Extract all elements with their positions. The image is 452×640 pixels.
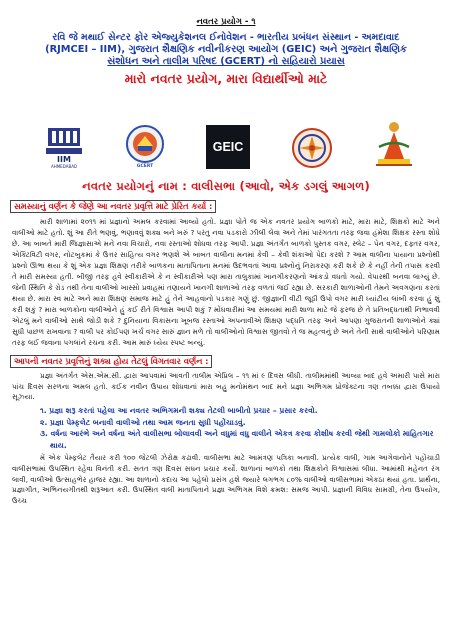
section2-note: મેં એક પેમ્ફલેટ તૈયાર કરી ૧૦૦ જેટલી ઝેરોક્ષ કઢાવી. વાલીસભા માટે આમંત્રણ પત્રિકા બનાવી. પ્રત્યેક વાલી, ગામ આગેવાનોને પહોંચાડી વાલીસભામાં ઉપસ્થિત રહેવા વિનંતી કરી. સતત ત્રણ દિવસ સઘન પ્રચાર કર્યો. શાળાનાં બાળકો તથા શિક્ષકોને વિશ્વાસમાં લીધા. આમાંથી મહેનત રંગ લાવી, વાલીઓ ઉત્સાહભેર હાજર રહ્યા. આ શાળાનો કદાચ આ પહેલો પ્રસંગ હશે જ્યારે લગભગ ૮૦% વાલીઓ વાલીસભામાં એકઠા થયાં હતા. પ્રાર્થના, પ્રજ્ઞાગીત, અભિનયગીતથી શરૂઆત કરી. ઉપસ્થિત વાલી માતાપિતાને પ્રજ્ઞા અભિગમ વિશે ક્રમશ: સમજ આપી. પ્રજ્ઞાની વિવિધ સામગ્રી, તેના ઉપયોગ, ઉચ્ચ <box>12 452 440 506</box>
document-top-title: નવતર પ્રયોગ - ૧ <box>196 17 256 27</box>
state-emblem-icon <box>289 127 335 169</box>
saraswati-figure-icon <box>374 119 414 169</box>
section1-body: મારી શાળામાં ૨૦૧૧ માં પ્રજ્ઞાનો અમલ કરવામાં આવ્યો હતો. પ્રજ્ઞા પોતે જ એક નવતર પ્રયોગ બાળકો માટે, મારા માટે, શિક્ષકો માટે અને વાલીઓ માટે હતો. શું આ રીતે ભણવું, ભણાવવું શક્ય બને ખરું ? પરંતુ નવા પડકારો ઝીલી લેવા અને તેમાં પારંગતતા તરફ જવા હંમેશા શિક્ષક રસ્તા શોધે છે. આ બાબતે મારી જિજ્ઞાસાએ મને નવા વિચારો, નવા રસ્તાઓ શોધવા તરફ આપી. પ્રજ્ઞા અંતર્ગત બાળકો પુસ્તક વગર, સ્લેટ – પેન વગર, દફ્તર વગર, એક્ટિવિટી વગર, નોટબુકમાં કે ઉત્તર સાહિત્ય વગર ભણશે એ બાબત વાલીના મનમાં કેવી – કેવી શંકાઓ પેદા કરશે ? આમ વાલીના પાયાના પ્રશ્નોથી પ્રશ્નો ઊભા થયા કે શું એક પ્રજ્ઞા શિક્ષણ તરીકે બાળકના માતાપિતાના મનમાં ઉદભવતાં આવા પ્રશ્નોનું નિરાકરણ કરી શકે છે કે નહીં તેની તપાસ કરવી તે મારી સમસ્યા હતી. બીજી તરફ હવે સ્વીકારીએ કે ન સ્વીકારીએ પણ મારા તાલુકામાં ખાનગીકરણનો આંકડો વધતો ગયો. વેપારથી બનવા લાગ્યું છે. જેની સ્થિતિ કે ગ્રેડ તથી તેના વાલીઓ ખાસ્સો પ્રવાહમાં તણાયને ખાનગી શાળાઓ તરફ વળતાં જઈ રહ્યા છે. સરકારી શાળાઓની તેમને અવગણના કરતાં થયા છે. મારા સ્વ માટે અને મારા શિક્ષણ સમાજ માટે હું તેને આહવાનો પડકાર ગણું છું. જીજ્ઞાની વીટી જૂઠી ઉપો વગર મારી ધ્યાંટીય લાંબી કરવા હું શું કરી શકું ? મારા બાળકોના વાલીઓને હું કઈ રીતે વિશ્વાસ આપી શકું ? મોંઘવારીમાં આ સમયમાં મારી શાળા માટે જે ફરજ છે તે પ્રતિબદ્ધતાથી નિભાવવી એટલું મને વાલીઓ સાથે જોડી શકે ? દુનિયાના વિકાસના ખૂબજ રસ્તાઓ અપનાવીએ શિક્ષણ પદ્ધતિ તરફ અને આપણા ગુજરાતની શાળાઓને ક્યાં સુધી પાછળ રાખવાના ? વાલી પર કોઈપણ ખર્ચ વગર સારું જ્ઞાન મળે તો વાલીઓનો વિશ્વાસ જીતવો તે જ મહત્વનું છે અને તેની સાથે વાલીઓને પરિણામ તરફ લઈ જવાના પગલાંને રચના કરી. આમ મારું ધ્યેય સ્પષ્ટ બન્યું. <box>12 217 440 347</box>
iim-logo <box>44 126 84 169</box>
gujarat-emblem-logo <box>289 127 335 169</box>
gcert-emblem-icon <box>123 124 167 164</box>
iim-logo-subtext: AHMEDABAD <box>50 164 78 170</box>
logo-row <box>44 109 414 169</box>
iim-logo-text: IIM <box>57 155 71 165</box>
geic-logo <box>206 125 250 169</box>
list-item: ૧. પ્રજ્ઞા શરૂ કરતાં પહેલા આ નવતર અભિગમની શક્ય તેટલી બાબીતો પ્રચાર – પ્રસાર કરવો. <box>40 406 318 416</box>
header-line-3: સંશોધન અને તાલીમ પરિષદ (GCERT) નો સહિયારો પ્રયાસ <box>107 56 345 68</box>
header-line-2: (RJMCEI – IIM), ગુજરાત શૈક્ષણિક નવીનીકરણ આયોગ (GEIC) અને ગુજરાત શૈક્ષણિક <box>45 43 407 55</box>
header-line-1: રવિ જે મથાઈ સેન્ટર ફોર એજ્યુકેશનલ ઈનોવેશન - ભારતીય પ્રબંધન સંસ્થાન - અમદાવાદ <box>52 32 400 43</box>
saraswati-logo <box>374 119 414 169</box>
gcert-logo <box>123 124 167 169</box>
list-item: ૨. પ્રજ્ઞા પેમ્ફલેટ બનાવી વાલીઓ તથા આમ જનતા સુધી પહોંચાડવું. <box>40 417 246 427</box>
iim-emblem-icon <box>44 126 84 156</box>
section1-heading: સમસ્યાનું વર્ણન કે જેણે આ નવતર પ્રવૃત્તિ માટે પ્રેરિત કર્યા : <box>10 200 216 213</box>
header-subtitle: મારો નવતર પ્રયોગ, મારા વિદ્યાર્થીઓ માટે <box>124 71 328 87</box>
section2-heading: આપની નવતર પ્રવૃત્તિનું શક્ય હોય તેટલું વિગતવાર વર્ણન : <box>10 355 212 368</box>
geic-logo-text: GEIC <box>206 125 250 169</box>
list-item: ૩. વર્ષના આરંભે અને વર્ષના અંતે વાલીસભા બોલાવવી અને વધુમાં વધુ વાલીને એકત્ર કરવા કોશીષ કરવી જેથી ગામલોકો માહિતગાર થાય. <box>40 429 434 450</box>
section2-body: પ્રજ્ઞા અંતર્ગત એસ.એમ.સી. દ્વારા આપવામાં આવતી તાલીમ એપ્રિલ – ૧૧ માં ૯ દિવસ લીધી. તાલીમમાંથી આવ્યા બાદ હવે અમારી પાસે મારા પાંચ દિવસ સરળના અમલ હતો. કઈક નવીન ઉપાય શોધવાનાં મારા બહુ મનોમંથન બાદ મને પ્રજ્ઞા અભિગમ પ્રોજેક્ટના ત્રણ તબક્કા દ્વારા ઉપાયો સૂઝ્યા. <box>12 370 440 402</box>
project-title: નવતર પ્રયોગનું નામ : વાલીસભા (આવો, એક ડગલું આગળ) <box>82 179 370 194</box>
section2-points <box>40 405 442 451</box>
gcert-logo-text: GCERT <box>136 164 154 170</box>
